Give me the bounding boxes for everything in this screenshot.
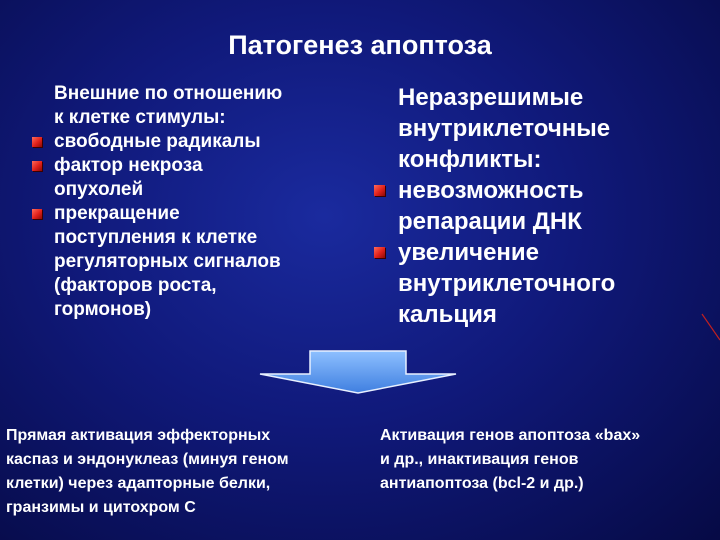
left-line bbox=[30, 226, 360, 250]
left-line bbox=[30, 274, 360, 298]
left-line bbox=[30, 82, 360, 106]
left-line-text: регуляторных сигналов bbox=[54, 251, 281, 272]
bottom-left-line: каспаз и эндонуклеаз (минуя геном bbox=[6, 451, 289, 468]
left-line bbox=[30, 298, 360, 322]
left-column bbox=[30, 82, 360, 322]
left-line-text: свободные радикалы bbox=[54, 131, 261, 152]
bullet-square-icon bbox=[32, 137, 42, 147]
bullet-square-icon bbox=[374, 247, 385, 258]
slide-title: Патогенез апоптоза bbox=[228, 30, 492, 60]
decorative-line bbox=[700, 310, 720, 350]
right-line-text: конфликты: bbox=[398, 146, 542, 173]
left-line bbox=[30, 250, 360, 274]
right-line bbox=[372, 175, 712, 206]
left-line-text: (факторов роста, bbox=[54, 275, 217, 296]
bottom-right-line: и др., инактивация генов bbox=[380, 451, 579, 468]
bottom-right-text bbox=[380, 424, 720, 496]
left-line-text: к клетке стимулы: bbox=[54, 107, 226, 128]
left-line bbox=[30, 154, 360, 178]
right-line-text: репарации ДНК bbox=[398, 208, 582, 235]
right-line-text: внутриклеточные bbox=[398, 115, 611, 142]
right-line bbox=[372, 237, 712, 268]
bottom-right-line: антиапоптоза (bcl-2 и др.) bbox=[380, 475, 584, 492]
bottom-left-line: клетки) через адапторные белки, bbox=[6, 475, 271, 492]
left-line bbox=[30, 202, 360, 226]
bottom-right-line: Активация генов апоптоза «bax» bbox=[380, 427, 641, 444]
right-line-text: Неразрешимые bbox=[398, 84, 584, 111]
left-line-text: прекращение bbox=[54, 203, 180, 224]
right-line-text: кальция bbox=[398, 301, 497, 328]
bottom-left-line: гранзимы и цитохром С bbox=[6, 499, 196, 516]
down-arrow-icon bbox=[258, 350, 458, 394]
right-line-text: увеличение bbox=[398, 239, 540, 266]
left-line-text: поступления к клетке bbox=[54, 227, 258, 248]
left-line bbox=[30, 178, 360, 202]
right-line bbox=[372, 206, 712, 237]
left-line bbox=[30, 106, 360, 130]
right-line-text: невозможность bbox=[398, 177, 584, 204]
bottom-left-line: Прямая активация эффекторных bbox=[6, 427, 271, 444]
right-line bbox=[372, 82, 712, 113]
bullet-square-icon bbox=[32, 161, 42, 171]
left-line-text: фактор некроза bbox=[54, 155, 203, 176]
left-line-text: Внешние по отношению bbox=[54, 83, 283, 104]
left-line-text: гормонов) bbox=[54, 299, 152, 320]
left-line-text: опухолей bbox=[54, 179, 144, 200]
right-line bbox=[372, 268, 712, 299]
left-line bbox=[30, 130, 360, 154]
right-column bbox=[372, 82, 712, 330]
right-line bbox=[372, 144, 712, 175]
right-line-text: внутриклеточного bbox=[398, 270, 616, 297]
bullet-square-icon bbox=[374, 185, 385, 196]
right-line bbox=[372, 113, 712, 144]
bottom-left-text bbox=[6, 424, 376, 520]
bullet-square-icon bbox=[32, 209, 42, 219]
right-line bbox=[372, 299, 712, 330]
